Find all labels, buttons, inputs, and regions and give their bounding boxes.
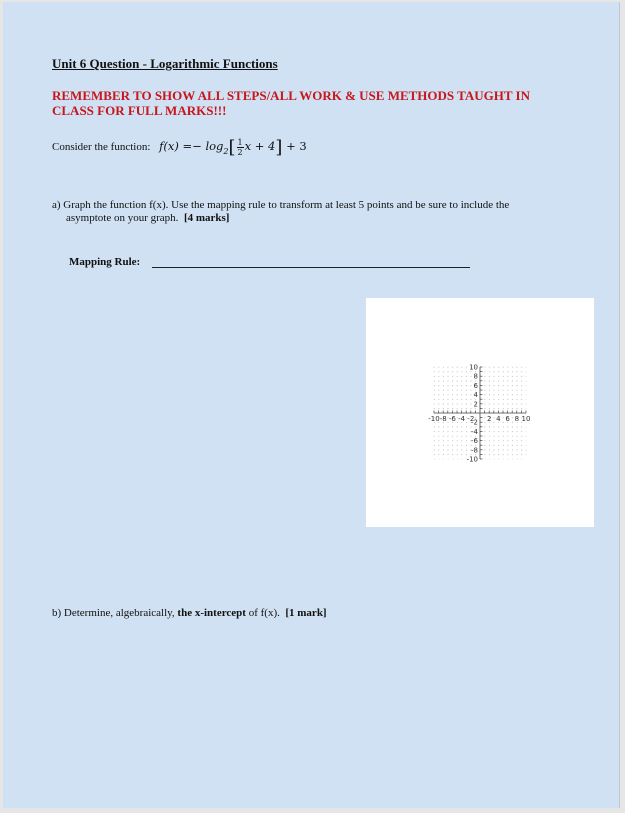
fraction-numerator: 1 — [237, 137, 243, 147]
y-tick-label: -10 — [466, 455, 478, 464]
formula-base: 2 — [223, 147, 229, 156]
x-tick-label: -10 — [428, 415, 440, 423]
question-a-marks: [4 marks] — [183, 212, 230, 224]
y-tick-label: -6 — [471, 437, 478, 446]
x-tick-label: 6 — [505, 415, 510, 423]
question-a-line2: asymptote on your graph. — [66, 212, 179, 224]
function-formula — [159, 137, 307, 158]
question-b-prefix: b) Determine, algebraically, — [52, 607, 175, 619]
mapping-rule-label: Mapping Rule: — [69, 256, 141, 268]
question-a-line2-wrap — [52, 212, 572, 225]
y-tick-label: -8 — [471, 446, 478, 455]
x-tick-label: 8 — [514, 415, 520, 423]
question-b-marks: [1 mark] — [285, 607, 327, 619]
question-a-line1: a) Graph the function f(x). Use the mapping rule to transform at least 5 points and be sure to include the — [52, 199, 510, 211]
fraction-denominator: 2 — [237, 147, 243, 157]
x-tick-label: -4 — [458, 415, 466, 423]
formula-right-bracket: ] — [275, 137, 283, 158]
x-tick-label: 2 — [486, 415, 492, 423]
page-title: Unit 6 Question - Logarithmic Functions — [52, 56, 278, 71]
y-tick-label: 4 — [473, 391, 478, 400]
formula-tail: + 3 — [286, 139, 307, 153]
consider-label: Consider the function: — [52, 141, 151, 154]
x-tick-label: -6 — [448, 415, 456, 423]
function-statement — [52, 137, 307, 158]
formula-log: log — [205, 139, 224, 153]
y-tick-label: -4 — [471, 427, 478, 436]
instructions-warning: REMEMBER TO SHOW ALL STEPS/ALL WORK & USE METHODS TAUGHT IN CLASS FOR FULL MARKS!!! — [52, 88, 530, 118]
mapping-rule-answer-line[interactable] — [152, 267, 470, 268]
question-a — [52, 199, 572, 225]
question-b-mid: of f(x). — [248, 607, 280, 619]
y-tick-label: -2 — [471, 418, 478, 427]
question-b-bold: the x-intercept — [177, 607, 246, 619]
formula-lhs: f(x) = — [159, 139, 193, 153]
x-tick-label: -2 — [467, 415, 475, 423]
y-tick-label: 10 — [469, 363, 478, 372]
y-tick-label: 8 — [473, 372, 478, 381]
coordinate-grid[interactable] — [366, 298, 594, 527]
formula-minus: − — [192, 139, 202, 153]
x-tick-label: -8 — [439, 415, 447, 423]
formula-inner: x + 4 — [244, 139, 276, 153]
worksheet-page — [3, 2, 620, 808]
formula-left-bracket: [ — [228, 137, 236, 158]
graph-panel — [366, 298, 594, 527]
y-tick-label: 2 — [473, 400, 478, 409]
x-tick-label: 4 — [496, 415, 501, 423]
question-b — [52, 607, 327, 619]
y-tick-label: 6 — [473, 381, 478, 390]
x-tick-label: 10 — [521, 415, 531, 423]
formula-fraction — [237, 138, 244, 157]
